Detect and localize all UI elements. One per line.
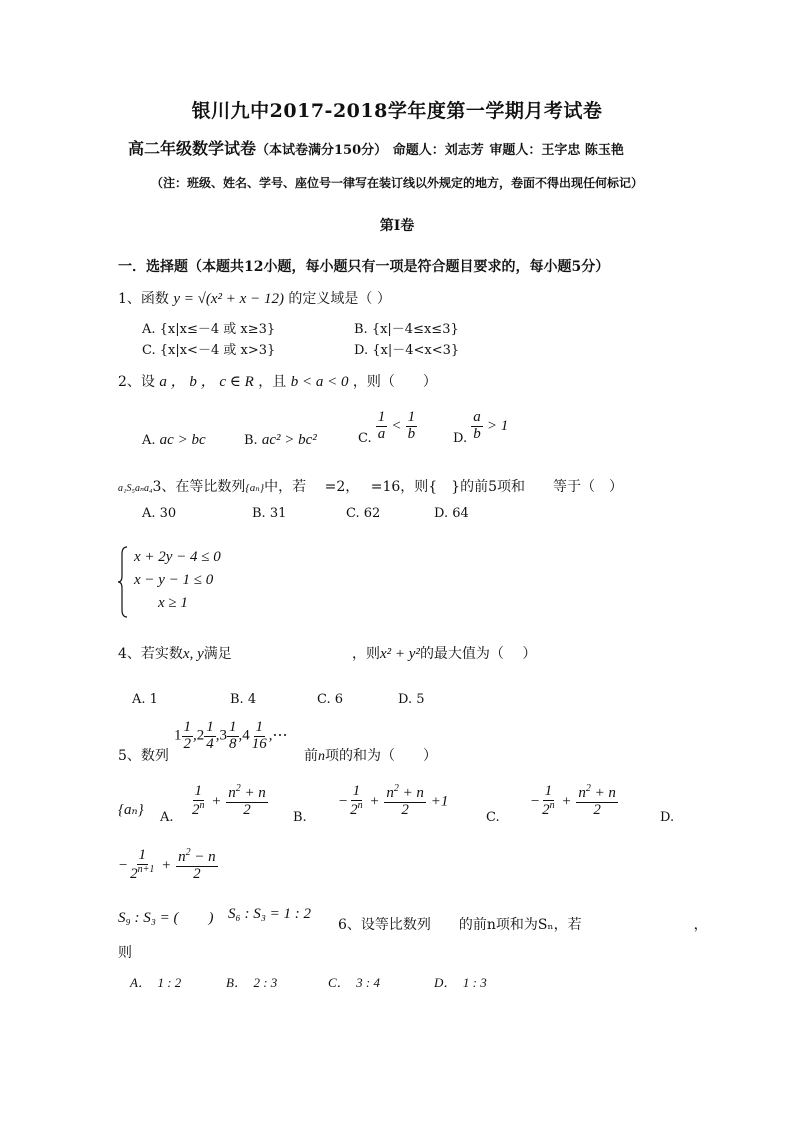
- q2-prefix: 2、设: [118, 374, 155, 390]
- question-2: [118, 370, 437, 391]
- q5-mid: 前: [304, 748, 318, 764]
- q2-cond-prefix: ，且: [258, 374, 287, 390]
- q5-option-d-expr: − $\frac{1}{2^{n+1}}$ + $\frac{n^2 - n}{2}$: [118, 847, 216, 882]
- q6-option-d: D． 1 : 3: [434, 975, 487, 990]
- exam-title: 银川九中2017-2018学年度第一学期月考试卷: [191, 100, 603, 122]
- q6-ratio-given: S₆ : S₃ = 1 : 2: [228, 906, 312, 922]
- q1-option-b: B. {x|－4≤x≤3}: [354, 322, 459, 337]
- q4-ineq-3: x ≥ 1: [158, 595, 188, 611]
- q2-option-d-frac: $\frac{a}{b}$: [473, 409, 481, 442]
- part-title: 第Ⅰ卷: [379, 218, 415, 234]
- q6-option-a: A． 1 : 2: [130, 975, 182, 990]
- q4-ineq-2: x − y − 1 ≤ 0: [134, 572, 214, 588]
- q2-option-b-label: B.: [244, 433, 258, 448]
- notice-text: （注：班级、姓名、学号、座位号一律写在装订线以外规定的地方，卷面不得出现任何标记）: [150, 176, 643, 190]
- q5-option-a-label: A.: [160, 810, 174, 825]
- q5-n: n: [318, 749, 325, 764]
- q5-option-b-label: B.: [293, 810, 307, 825]
- q3-seq: {aₙ}: [245, 482, 265, 494]
- q5-option-c-label: C.: [486, 810, 500, 825]
- q5-sequence: 1 $\frac{1}{2}$ ,2 $\frac{1}{4}$ ,3 $\frac{1}{8}$ ,4 $\frac{1}{16}$ ,⋯: [174, 719, 288, 752]
- q2-option-b-expr: ac² > bc²: [261, 432, 317, 448]
- q4-then: ，则: [352, 646, 380, 662]
- q4-system: [134, 546, 221, 615]
- q4-mid: 满足: [203, 646, 232, 662]
- q4-vars: x, y: [182, 646, 204, 662]
- q2-option-c-frac-1: $\frac{1}{a}$: [377, 409, 386, 442]
- q6-option-b: B． 2 : 3: [226, 975, 278, 990]
- q5-tail: [304, 745, 437, 765]
- q2-option-d: [453, 409, 509, 446]
- exam-subtitle: [128, 136, 624, 159]
- q5-option-a-expr: $\frac{1}{2^n}$ + $\frac{n^2 + n}{2}$: [192, 783, 266, 818]
- q2-vars: a ， b ， c ∈ R: [159, 374, 254, 390]
- q2-option-b: [244, 432, 317, 449]
- q4-option-d: D. 5: [398, 692, 425, 707]
- q2-option-d-tail: > 1: [486, 417, 509, 434]
- q3-option-b: B. 31: [252, 506, 287, 521]
- q1-option-d: D. {x|－4<x<3}: [354, 343, 460, 358]
- q4-ineq-1: x + 2y − 4 ≤ 0: [134, 549, 221, 565]
- q4-suffix: 的最大值为（ ）: [419, 646, 537, 662]
- q6-ratio-question: S₉ : S₃ = ( ): [118, 910, 214, 926]
- q2-option-a-expr: ac > bc: [159, 432, 206, 448]
- question-1: [118, 288, 391, 308]
- q2-option-c-label: C.: [358, 430, 372, 446]
- q2-option-d-label: D.: [453, 430, 468, 446]
- q2-option-a-label: A.: [142, 433, 156, 448]
- q1-suffix: 的定义域是（ ）: [288, 291, 391, 307]
- q2-condition: b < a < 0: [290, 374, 349, 390]
- q3-text-2: 中，若 =2， =16，则{ }的前5项和 等于（ ）: [264, 479, 623, 495]
- q2-suffix: ，则（ ）: [352, 374, 437, 390]
- q3-option-d: D. 64: [434, 506, 469, 521]
- q4-option-b: B. 4: [230, 692, 257, 707]
- q3-text: 3、在等比数列: [152, 479, 246, 495]
- reviewer-name: 审题人：王字忠 陈玉艳: [489, 143, 624, 158]
- q4-tail: [352, 643, 536, 663]
- q2-option-c: C. $\frac{1}{a}$ < $\frac{1}{b}$: [358, 409, 416, 446]
- q3-stray-symbols: a₁S₅aₙa₄: [118, 483, 153, 494]
- q4-expr: x² + y²: [380, 646, 420, 662]
- q2-option-c-frac-2: $\frac{1}{b}$: [407, 409, 416, 442]
- q2-option-a: [142, 432, 206, 449]
- q4-prefix: 4、若实数: [118, 646, 183, 662]
- q1-option-c: C. {x|x<－4 或 x>3}: [142, 343, 276, 358]
- q5-an: {aₙ}: [118, 802, 144, 818]
- question-4: [118, 643, 232, 663]
- q5-option-b-expr: − $\frac{1}{2^n}$ + $\frac{n^2 + n}{2}$ +1: [338, 783, 449, 818]
- q6-then: 则: [118, 945, 132, 961]
- q1-option-a: A. {x|x≤－4 或 x≥3}: [142, 322, 276, 337]
- question-6: 6、设等比数列 的前n项和为Sₙ，若 ，: [338, 917, 708, 933]
- q3-option-c: C. 62: [346, 506, 381, 521]
- setter-name: 命题人：刘志芳: [392, 143, 484, 158]
- q5-option-c-expr: − $\frac{1}{2^n}$ + $\frac{n^2 + n}{2}$: [530, 783, 616, 818]
- q1-prefix: 1、函数: [118, 291, 169, 307]
- question-3: [118, 476, 623, 496]
- section-heading: 一．选择题（本题共12小题，每小题只有一项是符合题目要求的，每小题5分）: [118, 259, 610, 275]
- q5-option-d-label: D.: [660, 810, 675, 825]
- q5-suffix: 项的和为（ ）: [325, 748, 437, 764]
- q6-option-c: C． 3 : 4: [328, 975, 381, 990]
- q3-option-a: A. 30: [142, 506, 177, 521]
- q4-option-a: A. 1: [132, 692, 158, 707]
- q4-system-brace: [118, 546, 126, 618]
- full-score-note: （本试卷满分150分）: [256, 143, 388, 158]
- q1-formula: y = √(x² + x − 12): [173, 291, 284, 307]
- q4-option-c: C. 6: [317, 692, 344, 707]
- subject-title: 高二年级数学试卷: [128, 139, 257, 158]
- q5-prefix: 5、数列: [118, 748, 169, 764]
